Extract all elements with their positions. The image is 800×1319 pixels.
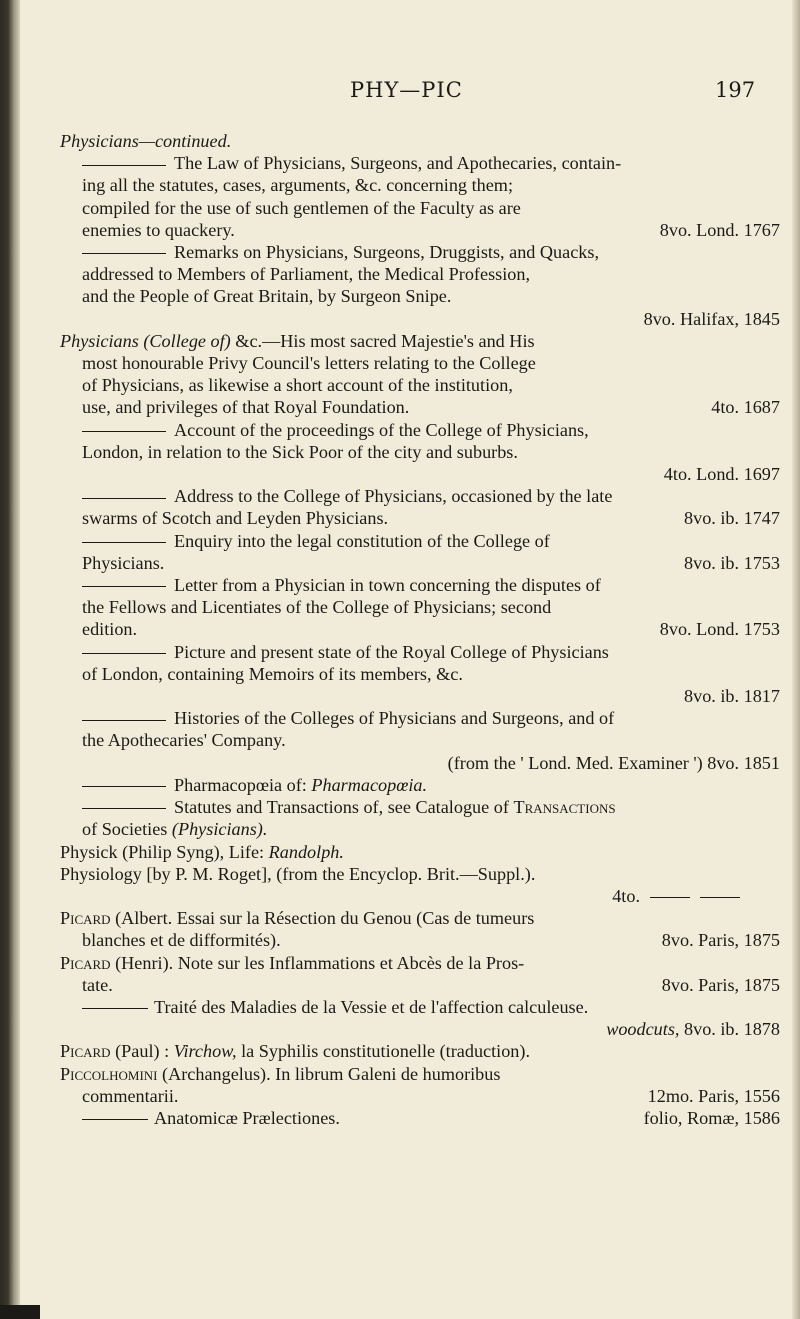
- entry-text: (Henri). Note sur les Inflammations et Abcès de la Pros-: [110, 952, 525, 973]
- entry-text: compiled for the use of such gentlemen of the Faculty as are: [82, 197, 521, 218]
- cross-reference: Transactions: [513, 797, 616, 818]
- list-item: [60, 841, 780, 863]
- list-item: [60, 996, 780, 1040]
- cross-reference: Pharmacopœia.: [311, 774, 428, 795]
- cross-reference: Virchow,: [173, 1041, 237, 1062]
- entry-text: of Physicians, as likewise a short account of the institution,: [82, 375, 513, 396]
- entry-ref: 8vo. ib. 1817: [684, 686, 780, 707]
- entry-ref: 12mo. Paris, 1556: [647, 1085, 780, 1106]
- list-item: [60, 1107, 780, 1129]
- entry-text: Enquiry into the legal constitution of the College of: [174, 530, 550, 551]
- entry-ref: 8vo. Paris, 1875: [661, 974, 780, 995]
- entry-text: The Law of Physicians, Surgeons, and Apothecaries, contain-: [174, 153, 622, 174]
- section-heading: Physicians—continued.: [60, 131, 232, 151]
- entry-text: blanches et de difformités).: [82, 930, 281, 951]
- entry-text: &c.—His most sacred Majestie's and His: [230, 330, 535, 351]
- entry-text: Histories of the Colleges of Physicians and Surgeons, and of: [174, 708, 615, 729]
- entry-heading-paren: (College of): [143, 330, 231, 351]
- list-item: [60, 330, 780, 419]
- gutter-shadow: [0, 1305, 40, 1319]
- list-item: [60, 774, 780, 796]
- entry-text: Physick (Philip Syng), Life:: [60, 841, 269, 862]
- entry-text: Statutes and Transactions of, see Catalogue of: [174, 797, 514, 818]
- cross-reference: Randolph.: [268, 841, 344, 862]
- entry-ref: 4to.: [612, 885, 640, 906]
- list-item: [60, 241, 780, 330]
- page-number: 197: [715, 78, 756, 102]
- entry-ref: 8vo. Paris, 1875: [661, 930, 780, 951]
- entry-text: Physicians.: [82, 552, 165, 573]
- list-item: [60, 152, 780, 241]
- entry-text: and the People of Great Britain, by Surgeon Snipe.: [82, 286, 452, 307]
- entry-text: Anatomicæ Prælectiones.: [154, 1107, 340, 1128]
- entry-text: Pharmacopœia of:: [174, 774, 312, 795]
- entry-ref: 4to. 1687: [711, 397, 780, 418]
- entry-heading: Physicians: [60, 330, 139, 351]
- entry-text: Letter from a Physician in town concerning the disputes of: [174, 575, 601, 596]
- entry-text: la Syphilis constitutionelle (traduction).: [236, 1041, 531, 1062]
- entry-text: Address to the College of Physicians, occasioned by the late: [174, 486, 613, 507]
- entry-ref: 8vo. Lond. 1753: [659, 619, 780, 640]
- entry-text: commentarii.: [82, 1085, 179, 1106]
- page-edge: [792, 0, 800, 1319]
- entry-ref: (from the ' Lond. Med. Examiner ') 8vo. 1851: [447, 752, 780, 773]
- entry-text: of London, containing Memoirs of its members, &c.: [82, 663, 463, 684]
- author-name: Piccolhomini: [60, 1063, 158, 1084]
- entry-ref: 8vo. Lond. 1767: [659, 219, 780, 240]
- list-item: [60, 641, 780, 708]
- entry-text: Picture and present state of the Royal College of Physicians: [174, 641, 609, 662]
- entry-text: most honourable Privy Council's letters relating to the College: [82, 353, 536, 374]
- entry-ref: 4to. Lond. 1697: [663, 464, 780, 485]
- entry-text: Physiology [by P. M. Roget], (from the Encyclop. Brit.—Suppl.).: [60, 863, 536, 884]
- entry-text: addressed to Members of Parliament, the Medical Profession,: [82, 264, 531, 285]
- list-item: [60, 707, 780, 774]
- book-gutter: [0, 0, 20, 1319]
- entry-ref: 8vo. ib. 1878: [684, 1019, 780, 1040]
- catalogue-body: [60, 130, 780, 1129]
- list-item: [60, 1040, 780, 1062]
- entry-text: edition.: [82, 619, 138, 640]
- entry-note: woodcuts,: [606, 1019, 680, 1040]
- entry-ref: folio, Romæ, 1586: [643, 1107, 780, 1128]
- entry-text: Account of the proceedings of the College of Physicians,: [174, 419, 589, 440]
- list-item: [60, 1063, 780, 1107]
- list-item: [60, 907, 780, 951]
- author-name: Picard: [60, 908, 111, 929]
- entry-text: use, and privileges of that Royal Foundation.: [82, 397, 410, 418]
- entry-text: swarms of Scotch and Leyden Physicians.: [82, 508, 389, 529]
- entry-text: (Albert. Essai sur la Résection du Genou (Cas de tumeurs: [110, 908, 535, 929]
- entry-text: Remarks on Physicians, Surgeons, Druggists, and Quacks,: [174, 242, 600, 263]
- entry-ref: 8vo. Halifax, 1845: [643, 308, 780, 329]
- list-item: [60, 863, 780, 907]
- list-item: [60, 485, 780, 529]
- list-item: [60, 574, 780, 641]
- list-item: [60, 952, 780, 996]
- entry-text: the Fellows and Licentiates of the College of Physicians; second: [82, 597, 552, 618]
- entry-text: tate.: [82, 974, 113, 995]
- entry-text: ing all the statutes, cases, arguments, &c. concerning them;: [82, 175, 513, 196]
- page-header: [0, 78, 800, 108]
- entry-text: (Paul) :: [110, 1041, 174, 1062]
- entry-text: enemies to quackery.: [82, 219, 235, 240]
- entry-ref: 8vo. ib. 1747: [684, 508, 780, 529]
- entry-text: London, in relation to the Sick Poor of the city and suburbs.: [82, 441, 518, 462]
- author-name: Picard: [60, 952, 111, 973]
- list-item: [60, 796, 780, 840]
- entry-text: of Societies: [82, 819, 172, 840]
- entry-text: (Archangelus). In librum Galeni de humoribus: [157, 1063, 501, 1084]
- cross-reference: (Physicians).: [171, 819, 268, 840]
- entry-ref: 8vo. ib. 1753: [684, 552, 780, 573]
- running-head: PHY—PIC: [350, 78, 463, 102]
- entry-text: Traité des Maladies de la Vessie et de l'affection calculeuse.: [154, 996, 589, 1017]
- author-name: Picard: [60, 1041, 111, 1062]
- entry-text: the Apothecaries' Company.: [82, 730, 286, 751]
- list-item: [60, 419, 780, 486]
- list-item: [60, 530, 780, 574]
